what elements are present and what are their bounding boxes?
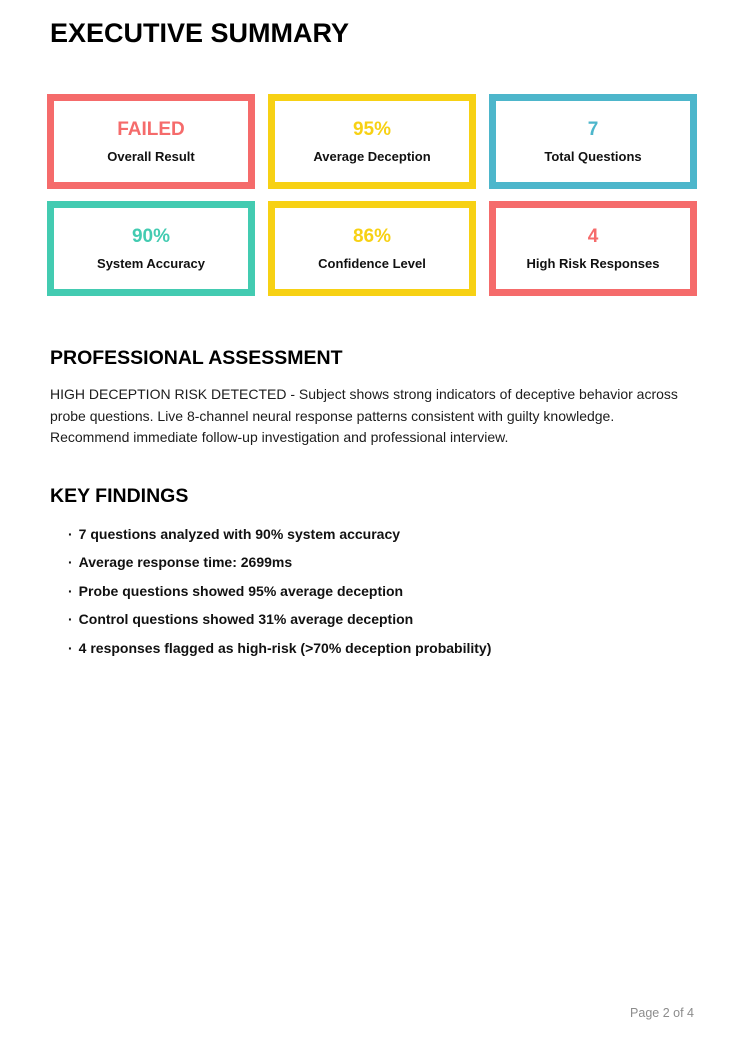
finding-text: 4 responses flagged as high-risk (>70% deception probability) [78,639,492,656]
stat-card-overall-result [47,94,255,189]
stat-value: 4 [587,226,599,247]
stat-card-system-accuracy [47,201,255,296]
bullet-glyph: · [68,582,73,599]
stat-label: High Risk Responses [526,256,660,271]
bullet-glyph: · [68,554,73,570]
key-findings-heading: KEY FINDINGS [50,484,189,507]
stat-value: 95% [352,119,392,140]
finding-item [68,641,693,655]
finding-text: Control questions showed 31% average deception [78,611,414,627]
professional-assessment-body: HIGH DECEPTION RISK DETECTED - Subject shows strong indicators of deceptive behavior across probe questions. Live 8-channel neural response patterns consistent with guilty knowledge. Recommend immediate follow-up investigation and professional interview. [50,386,678,445]
finding-item [68,555,693,569]
bullet-glyph: · [68,525,73,542]
professional-assessment-heading: PROFESSIONAL ASSESSMENT [50,347,343,369]
stat-label: Total Questions [544,149,642,164]
stat-value: 86% [352,226,392,247]
stat-card-high-risk-responses [489,201,697,296]
page-title: EXECUTIVE SUMMARY [50,18,350,48]
stat-label: Average Deception [313,149,431,164]
stat-card-total-questions [489,94,697,189]
page-number: Page 2 of 4 [630,1006,694,1020]
stat-value: 7 [587,119,599,140]
stat-label: System Accuracy [97,256,205,271]
bullet-glyph: · [68,639,73,656]
stat-label: Overall Result [107,149,195,164]
finding-item [68,527,693,541]
bullet-glyph: · [68,611,73,627]
finding-item [68,612,693,626]
stat-label: Confidence Level [318,256,426,271]
finding-text: Probe questions showed 95% average deception [78,582,404,599]
finding-text: Average response time: 2699ms [78,554,293,570]
stat-value: FAILED [117,119,185,140]
stat-card-average-deception [268,94,476,189]
finding-item [68,584,693,598]
key-findings-list [68,527,693,655]
stat-value: 90% [131,226,171,247]
finding-text: 7 questions analyzed with 90% system accuracy [78,525,401,542]
stat-card-confidence-level [268,201,476,296]
summary-stat-grid [47,94,697,296]
